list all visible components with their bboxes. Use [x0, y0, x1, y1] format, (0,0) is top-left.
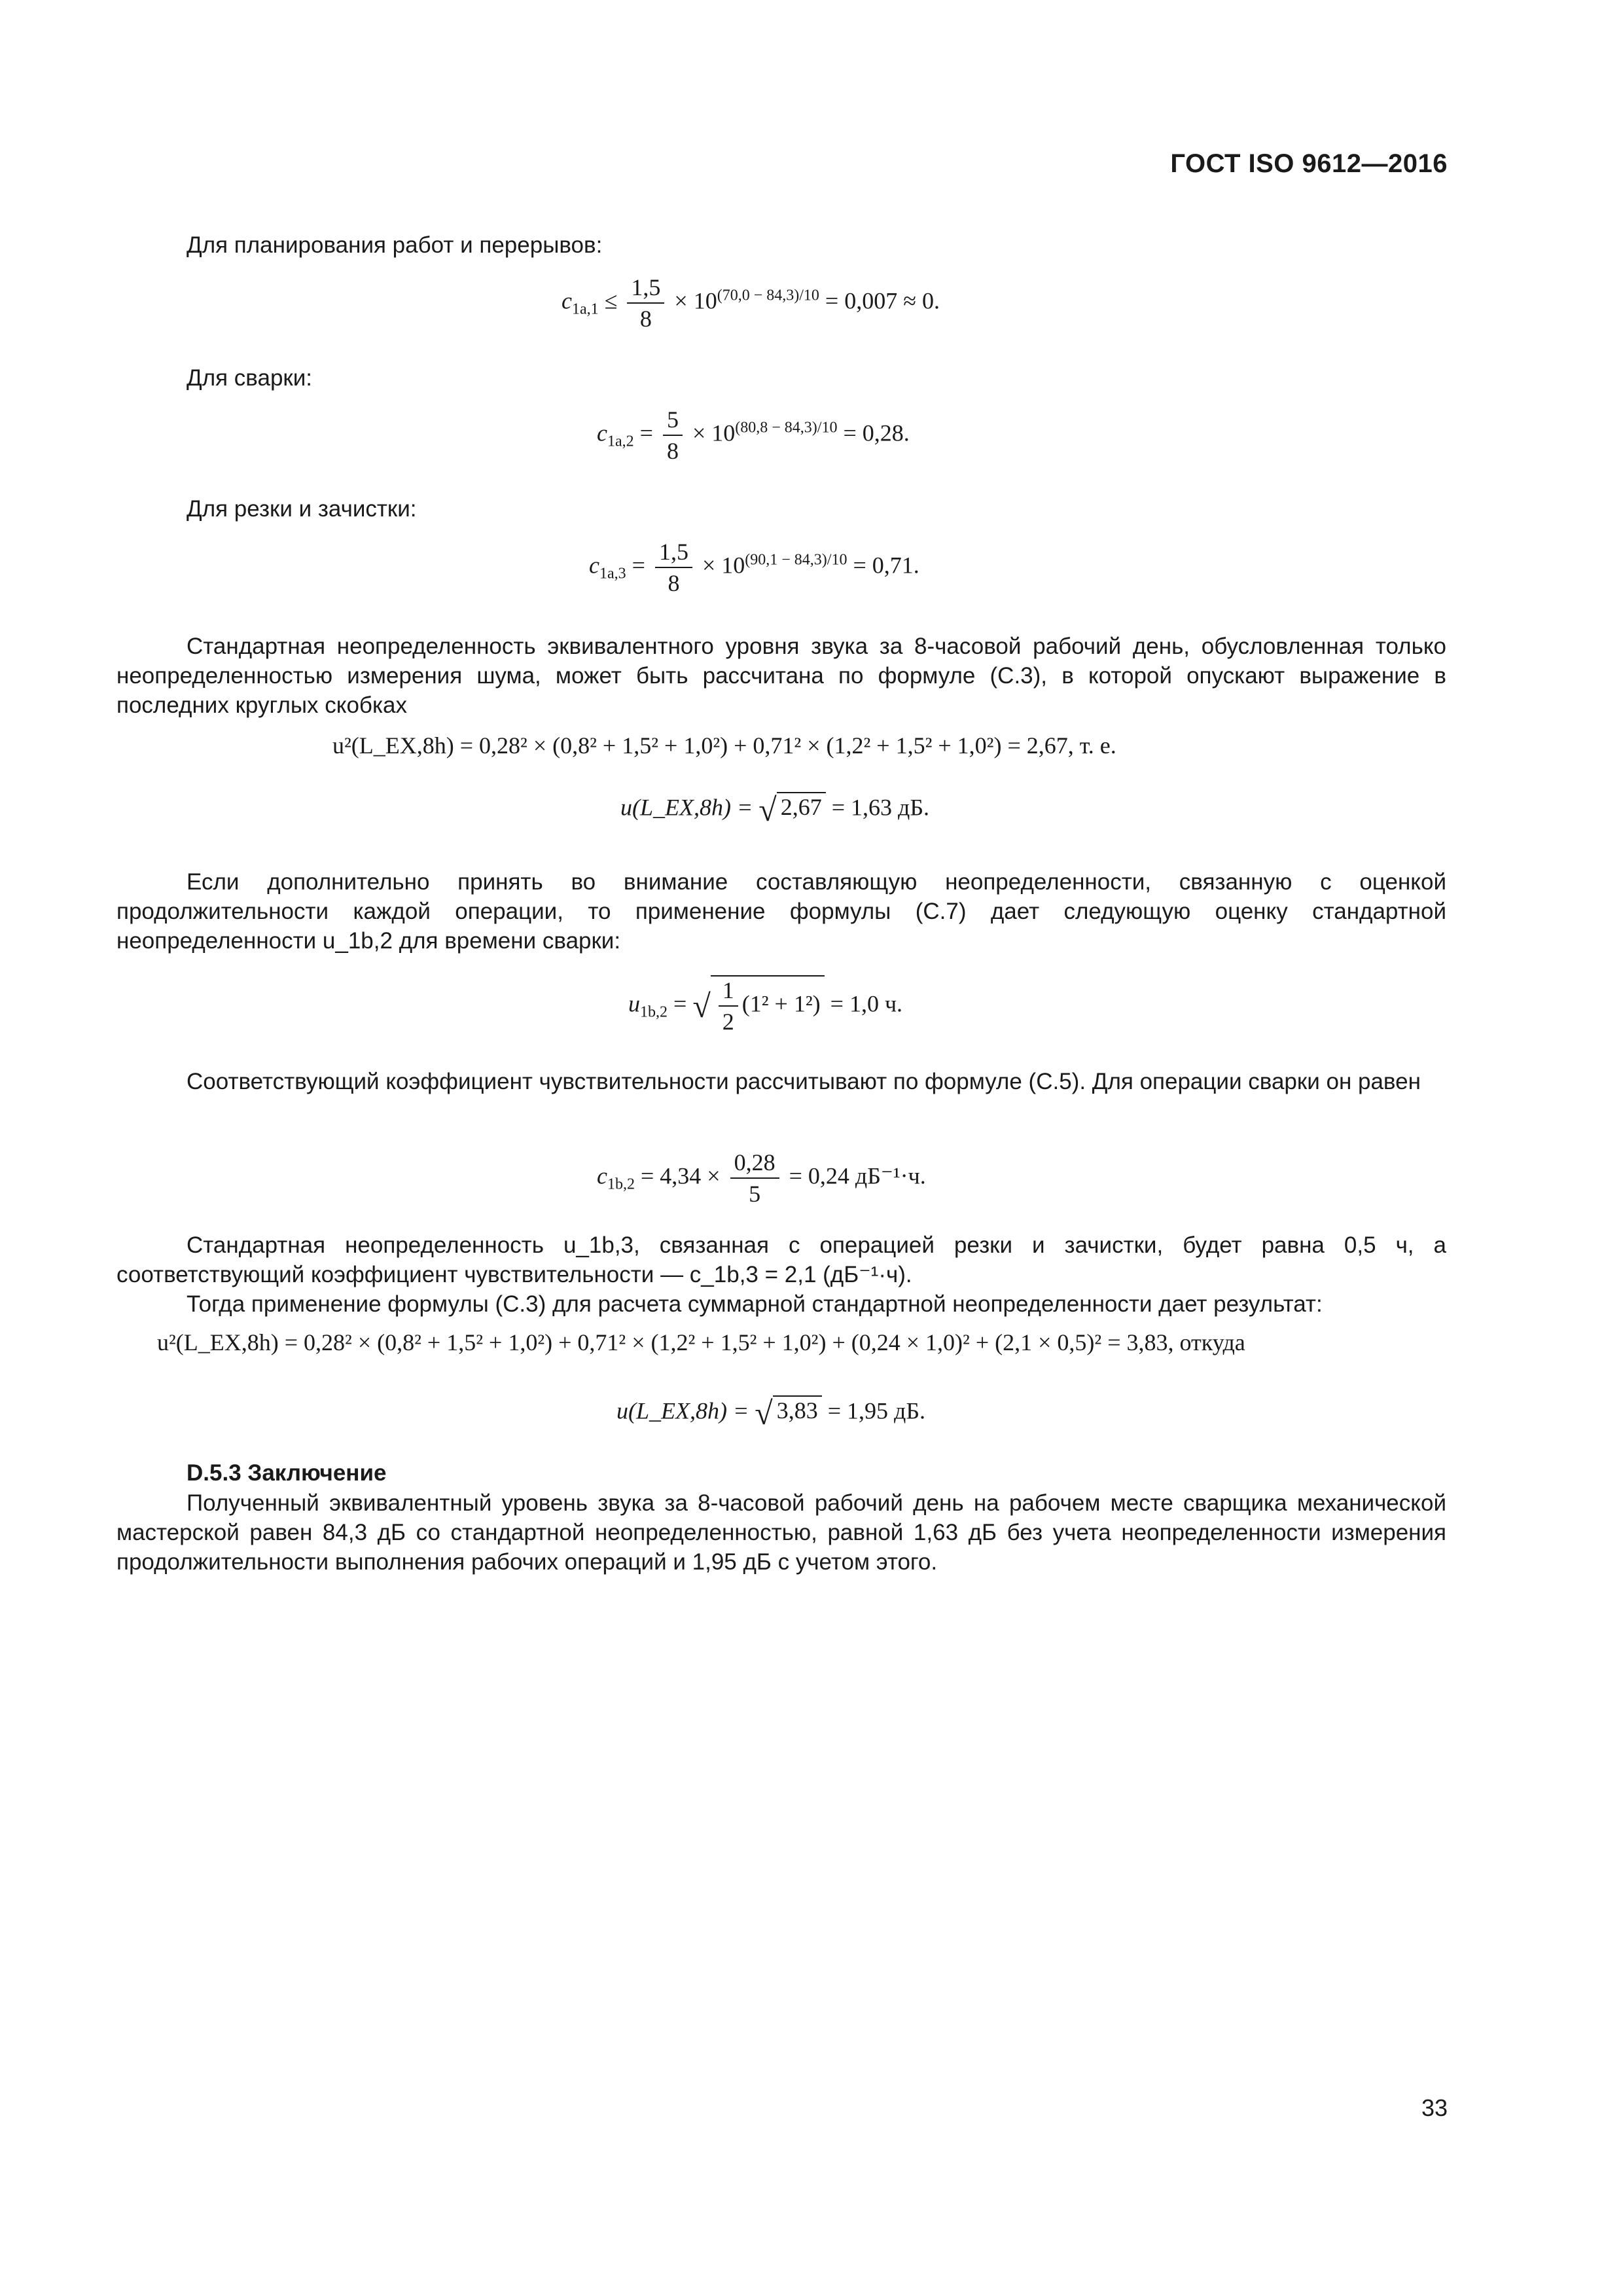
paragraph-sensitivity: Соответствующий коэффициент чувствительности рассчитывают по формуле (С.5). Для операции сварки он равен: [187, 1069, 1421, 1094]
page-number: 33: [1421, 2094, 1448, 2121]
paragraph-duration: Если дополнительно принять во внимание составляющую неопределенности, связанную с оценкой продолжительности каждой операции, то применение формулы (С.7) дает следующую оценку стандартной неопределенности u_1b,2 для времени сварки:: [116, 869, 1446, 954]
formula-c1a1: $c_{1a,1}$ ≤ $\frac{1,5}{8}$ × $10^{(70,0 - 84,3)/10} = 0,007 \approx 0$.: [562, 274, 940, 332]
document-header: ГОСТ ISO 9612—2016: [1170, 149, 1448, 178]
radicand: $\frac{1}{2}$ (1² + 1²): [711, 975, 825, 1035]
fraction: $\frac{5}{8}$: [663, 406, 683, 465]
radical-sign: √: [692, 988, 711, 1024]
section-heading: D.5.3 Заключение: [187, 1460, 387, 1486]
formula-u-second: u(L_EX,8h) = √ 3,83 = 1,95 дБ.: [616, 1395, 926, 1431]
paragraph-cutting-uncertainty: Стандартная неопределенность u_1b,3, связанная с операцией резки и зачистки, будет равна 0,5 ч, а соответствующий коэффициент чувствительности — c_1b,3 = 2,1 (дБ⁻¹·ч).: [116, 1232, 1446, 1287]
formula-c1a3: $c_{1a,3}$ = $\frac{1,5}{8}$ × $10^{(90,1 - 84,3)/10} = 0,71$.: [589, 539, 919, 596]
formula-c1b2: $c_{1b,2} = 4,34$ × $\frac{0,28}{5}$ = 0,24 дБ⁻¹·ч.: [597, 1149, 926, 1207]
formula-u-first: u(L_EX,8h) = √ 2,67 = 1,63 дБ.: [620, 791, 930, 828]
formula-u1b2: $u_{1b,2}$ = √ $\frac{1}{2}$ (1² + 1²) = 1,0 ч.: [628, 975, 902, 1035]
fraction: $\frac{1}{2}$: [719, 977, 738, 1035]
fraction: $\frac{1,5}{8}$: [655, 538, 692, 597]
radical-sign: √: [758, 791, 777, 828]
fraction: $\frac{0,28}{5}$: [730, 1149, 779, 1208]
paragraph-cutting: Для резки и зачистки:: [187, 496, 417, 522]
fraction: $\frac{1,5}{8}$: [627, 274, 664, 332]
paragraph-conclusion: Полученный эквивалентный уровень звука за 8-часовой рабочий день на рабочем месте сварщика механической мастерской равен 84,3 дБ со стандартной неопределенностью, равной 1,63 дБ без учета неопределенности измерения продолжительности выполнения рабочих операций и 1,95 дБ с учетом этого.: [116, 1490, 1446, 1575]
paragraph-combined: Тогда применение формулы (С.3) для расчета суммарной стандартной неопределенности дает результат:: [187, 1291, 1323, 1317]
formula-u2-first: u²(L_EX,8h) = 0,28² × (0,8² + 1,5² + 1,0²) + 0,71² × (1,2² + 1,5² + 1,0²) = 2,67, т. е.: [332, 732, 1116, 759]
radical-sign: √: [755, 1395, 773, 1431]
paragraph-welding: Для сварки:: [187, 365, 313, 391]
paragraph-planning: Для планирования работ и перерывов:: [187, 232, 603, 258]
paragraph-uncertainty-noise: Стандартная неопределенность эквивалентного уровня звука за 8-часовой рабочий день, обусловленная только неопределенностью измерения шума, может быть рассчитана по формуле (С.3), в которой опускают выражение в последних круглых скобках: [116, 634, 1446, 718]
formula-u2-second: u²(L_EX,8h) = 0,28² × (0,8² + 1,5² + 1,0²) + 0,71² × (1,2² + 1,5² + 1,0²) + (0,24 × 1,0)² + (2,1 × 0,5)² = 3,83, откуда: [157, 1329, 1245, 1355]
formula-c1a2: $c_{1a,2}$ = $\frac{5}{8}$ × $10^{(80,8 - 84,3)/10} = 0,28$.: [597, 406, 910, 464]
